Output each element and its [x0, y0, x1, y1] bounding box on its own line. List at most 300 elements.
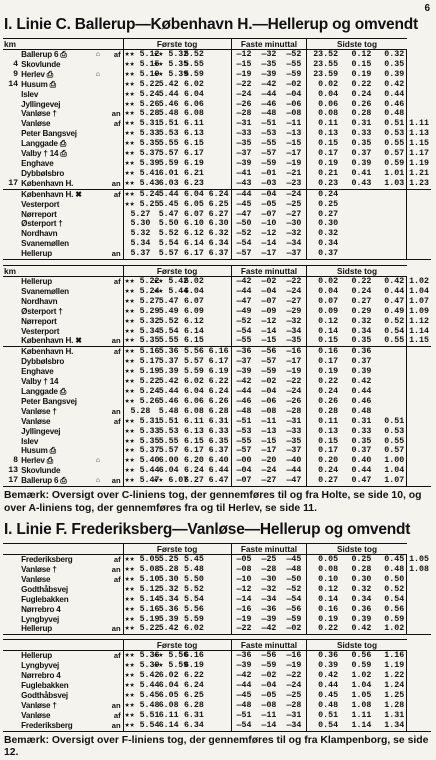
fixed-minutes-header: Faste minuttal	[231, 266, 307, 277]
first-train-time: 6.31	[183, 710, 204, 720]
last-train-time: 0.36	[351, 604, 372, 614]
fixed-minute: —42	[231, 671, 256, 681]
last-train-time: 0.16	[307, 347, 340, 357]
first-train-time	[206, 336, 231, 346]
fixed-minute: —06	[261, 396, 277, 406]
first-train-time: 5.47	[158, 209, 179, 219]
fixed-minute: —59	[286, 69, 302, 79]
last-train-time	[407, 701, 431, 711]
first-train-time: ★★ 5.26	[124, 396, 160, 406]
table-row	[3, 466, 431, 476]
fixed-minute: —04	[261, 387, 277, 396]
arr-dep-label	[105, 90, 123, 100]
last-train-time: 0.51	[384, 119, 405, 129]
first-train-time: 6.19	[183, 661, 204, 671]
arr-dep-label	[105, 149, 123, 159]
fixed-minute: —52	[286, 50, 302, 59]
first-train-time: 5.49	[158, 306, 179, 316]
table-row	[3, 129, 431, 139]
station-mark	[91, 387, 105, 397]
fixed-minute: —19	[286, 661, 302, 671]
station-name: Lyngbyvej	[21, 614, 60, 624]
table-row	[3, 377, 431, 387]
first-train-time: ★★ 5.40	[124, 456, 160, 466]
station-mark	[91, 80, 105, 90]
arr-dep-label	[105, 671, 123, 681]
station-mark	[91, 565, 105, 575]
last-train-time: 0.13	[307, 427, 340, 437]
last-train-time: 0.44	[384, 286, 405, 296]
first-train-time: 5.44	[158, 89, 179, 99]
km-cell	[3, 624, 20, 634]
fixed-minute: —07	[231, 476, 256, 486]
last-train-time: 0.42	[384, 277, 405, 287]
table-row	[3, 219, 431, 229]
fixed-minute: —00	[231, 456, 256, 466]
station-mark	[91, 575, 105, 585]
arr-dep-label	[105, 691, 123, 701]
first-train-time: 5.57	[158, 446, 179, 456]
km-cell: 13	[8, 466, 19, 476]
km-cell: 14	[8, 79, 19, 89]
arr-dep-label: af	[113, 277, 121, 287]
table-row	[3, 287, 431, 297]
last-train-time	[407, 387, 431, 397]
first-train-time: ★★ 5.22	[124, 79, 160, 89]
last-train-time: 0.35	[384, 59, 405, 69]
last-train-time: 0.43	[351, 178, 372, 188]
last-train-time: 1.00	[384, 456, 405, 466]
last-train-time: 1.15	[407, 139, 431, 149]
last-train-time: 0.52	[384, 584, 405, 594]
station-mark	[91, 437, 105, 447]
first-train-time: 5.50	[158, 219, 179, 229]
table-row	[3, 189, 431, 199]
station-mark	[91, 327, 105, 337]
station-name: Vesterport	[21, 326, 60, 336]
last-train-header: Sidste tog	[307, 544, 407, 555]
last-train-time: 0.11	[307, 417, 340, 427]
fixed-minute: —39	[231, 159, 256, 169]
station-name: Valby † 14	[21, 377, 59, 387]
first-train-time: 5.46	[158, 396, 179, 406]
station-name: Fuglebakken	[21, 594, 69, 604]
timetable-linie-f-return	[3, 639, 431, 731]
first-train-time: 5.54	[183, 594, 204, 604]
km-cell	[3, 367, 20, 377]
station-mark	[91, 307, 105, 317]
fixed-minute: —27	[286, 209, 302, 219]
last-train-time: 0.54	[384, 326, 405, 336]
first-train-time: 6.44	[208, 466, 229, 476]
fixed-minute: —03	[261, 178, 277, 188]
fixed-minute: —51	[231, 711, 256, 721]
last-train-time	[407, 407, 431, 417]
first-train-time: ★★ 5.19	[124, 614, 160, 624]
fixed-minute: —27	[286, 296, 302, 306]
km-header: km	[3, 266, 20, 277]
fixed-minute: —41	[231, 169, 256, 179]
first-train-time: 5.42	[158, 377, 179, 387]
first-train-time: ★★ 5.10	[124, 574, 160, 584]
last-train-time	[373, 219, 406, 229]
table-row	[3, 681, 431, 691]
fixed-minute: —22	[286, 277, 302, 287]
last-train-time: 1.02	[407, 277, 431, 287]
last-train-time: 0.30	[307, 219, 340, 229]
first-train-time: 5.53	[158, 129, 179, 139]
fixed-minute: —40	[286, 456, 302, 466]
last-train-time	[373, 367, 406, 377]
first-train-time: 6.26	[208, 396, 229, 406]
fixed-minute: —57	[261, 149, 277, 159]
fixed-minute: —48	[231, 701, 256, 711]
first-train-time: 5.50	[183, 574, 204, 584]
first-train-time: 6.02	[158, 671, 179, 681]
fixed-minute: —34	[286, 326, 302, 336]
last-train-time: 0.24	[307, 466, 340, 476]
last-train-time	[407, 60, 431, 70]
fixed-minute: —01	[261, 168, 277, 178]
last-train-time: 1.14	[407, 327, 431, 337]
last-train-time	[407, 437, 431, 447]
first-train-time: 6.32	[208, 229, 229, 239]
first-train-time: 5.42	[152, 624, 180, 634]
table-row	[3, 169, 431, 179]
last-train-time	[407, 229, 431, 239]
fixed-minute: —33	[231, 129, 256, 139]
first-train-time	[206, 555, 231, 565]
fixed-minute: —19	[286, 158, 302, 168]
first-train-time: 6.33	[208, 426, 229, 436]
first-train-time	[206, 327, 231, 337]
km-cell	[3, 615, 20, 625]
fixed-minute: —45	[286, 555, 302, 565]
table-row	[3, 397, 431, 407]
table-row	[3, 317, 431, 327]
first-train-time: ★★ 5.35	[124, 436, 160, 446]
last-train-time: 0.15	[351, 59, 372, 69]
fixed-minute: —30	[261, 574, 277, 584]
station-mark	[91, 701, 105, 711]
last-train-time: 0.45	[384, 555, 405, 565]
first-train-time: 6.15	[183, 336, 204, 346]
last-train-time: 0.42	[384, 79, 405, 89]
first-train-time: 5.51	[158, 119, 179, 129]
last-train-time	[373, 387, 406, 397]
last-train-time: 0.45	[307, 691, 340, 701]
table-row	[3, 119, 431, 129]
km-header	[3, 640, 20, 651]
first-train-time: 6.37	[206, 249, 231, 259]
last-train-time: 1.04	[407, 287, 431, 297]
first-train-time: 5.25	[158, 555, 179, 565]
arr-dep-label: af	[113, 416, 121, 426]
fixed-minute: —52	[286, 584, 302, 594]
arr-dep-label	[105, 139, 123, 149]
last-train-time: 0.24	[351, 89, 372, 99]
arr-dep-label	[105, 437, 123, 447]
table-row	[3, 70, 431, 80]
station-mark	[91, 109, 105, 119]
first-train-time: 6.31	[208, 416, 229, 426]
first-train-time: 6.24	[183, 466, 204, 476]
first-train-time: 6.17	[183, 149, 204, 159]
first-train-time: 5.48	[158, 109, 179, 119]
arr-dep-label	[105, 367, 123, 377]
first-train-time: 5.55	[183, 59, 204, 69]
fixed-minute: —34	[282, 721, 307, 731]
arr-dep-label	[105, 605, 123, 615]
first-train-time	[206, 691, 231, 701]
table-row	[3, 229, 431, 239]
first-train-time	[206, 80, 231, 90]
fixed-minute: —25	[286, 199, 302, 209]
first-train-time: ★★ 5.26	[124, 99, 160, 109]
fixed-minute: —55	[231, 336, 256, 346]
last-train-time: 1.21	[407, 169, 431, 179]
first-train-time: ★★ 5.22	[124, 277, 160, 287]
station-mark	[91, 159, 105, 169]
first-train-time	[206, 100, 231, 110]
first-train-time	[206, 575, 231, 585]
first-train-time: ★★ 5.24	[124, 89, 160, 99]
fixed-minute: —32	[286, 229, 302, 239]
station-mark	[91, 585, 105, 595]
km-cell	[3, 387, 20, 397]
first-train-time: ★★ 5.31	[124, 119, 160, 129]
first-train-time: 6.11	[158, 710, 179, 720]
last-train-time: 0.31	[351, 119, 372, 129]
station-name: Svanemøllen	[21, 239, 69, 249]
fixed-minute: —06	[286, 99, 302, 109]
first-train-time	[206, 90, 231, 100]
last-train-time: 0.12	[351, 50, 372, 59]
first-train-time: 5.54	[158, 239, 179, 249]
first-train-time	[206, 179, 231, 189]
last-train-time: 0.57	[384, 149, 405, 159]
first-train-time	[206, 50, 231, 60]
table-row	[3, 50, 431, 60]
km-cell	[3, 427, 20, 437]
fixed-minute: —42	[231, 277, 256, 287]
fixed-minute: —27	[256, 476, 281, 486]
fixed-minute: —54	[231, 721, 256, 731]
fixed-minute: —22	[286, 671, 302, 681]
timetable-linie-c	[3, 38, 431, 260]
last-train-time: 0.13	[307, 129, 340, 139]
first-train-time: 6.13	[183, 426, 204, 436]
last-train-time: 1.22	[384, 671, 405, 681]
fixed-minute: —19	[231, 615, 256, 625]
station-name: Nørreport	[21, 316, 57, 326]
first-train-time: ★★ 6.07	[153, 476, 189, 486]
fixed-minute: —02	[261, 671, 277, 681]
last-train-time	[373, 347, 406, 357]
table-row	[3, 407, 431, 417]
station-mark	[91, 287, 105, 297]
first-train-time: 5.27	[123, 210, 152, 220]
arr-dep-label	[105, 70, 123, 80]
fixed-minute: —05	[261, 199, 277, 209]
first-train-time: ★★ 5.42	[153, 277, 189, 287]
fixed-minute: —16	[286, 651, 302, 661]
fixed-minute: —12	[231, 50, 256, 60]
last-train-time: 1.15	[407, 336, 431, 346]
last-train-time	[407, 456, 431, 466]
first-train-time	[206, 317, 231, 327]
station-mark	[91, 681, 105, 691]
last-train-time	[340, 249, 373, 259]
table-row	[3, 691, 431, 701]
fixed-minute: —08	[261, 700, 277, 710]
last-train-time	[407, 466, 431, 476]
first-train-header: Første tog	[123, 266, 231, 277]
fixed-minute: —15	[231, 60, 256, 70]
station-mark	[91, 367, 105, 377]
last-train-time: 0.39	[307, 661, 340, 671]
last-train-time	[407, 681, 431, 691]
first-train-time: 6.23	[183, 178, 204, 188]
section-title-linie-c: I. Linie C. Ballerup—København H.—Hellerup og omvendt	[4, 16, 418, 33]
last-train-time: 0.20	[307, 456, 340, 466]
last-train-time	[373, 210, 406, 220]
first-train-time: 5.47	[158, 296, 179, 306]
last-train-time: 1.11	[407, 119, 431, 129]
first-train-time: 6.24	[206, 189, 231, 199]
fixed-minute: —30	[286, 219, 302, 229]
arr-dep-label: an	[111, 700, 121, 710]
first-train-time: ★★ 5.34	[124, 326, 160, 336]
last-train-time: 0.04	[307, 90, 340, 100]
last-train-time: 0.25	[351, 555, 372, 565]
first-train-time: 6.01	[158, 168, 179, 178]
arr-dep-label: af	[113, 651, 121, 661]
first-train-time: 5.52	[158, 229, 179, 239]
first-train-time	[206, 159, 231, 169]
first-train-time: 6.19	[183, 158, 204, 168]
first-train-time: ★★ 5.37	[124, 149, 160, 159]
table-row	[3, 456, 431, 466]
first-train-time	[206, 149, 231, 159]
fixed-minute: —09	[261, 306, 277, 316]
first-train-time: 6.17	[181, 249, 206, 259]
last-train-time: 0.08	[307, 565, 340, 575]
fixed-minute: —59	[261, 158, 277, 168]
first-train-time	[206, 287, 231, 297]
last-train-time: 0.12	[307, 317, 340, 327]
last-train-time: 1.08	[407, 565, 431, 575]
km-cell	[3, 575, 20, 585]
arr-dep-label	[105, 307, 123, 317]
last-train-time: 0.46	[351, 396, 372, 406]
last-train-time: 0.48	[307, 701, 340, 711]
fixed-minute: —48	[261, 109, 277, 119]
first-train-time: 5.52	[158, 316, 179, 326]
fixed-minute: —59	[261, 367, 277, 377]
last-train-time	[407, 671, 431, 681]
km-cell	[3, 307, 20, 317]
first-train-time: 6.02	[183, 79, 204, 89]
station-name: Enghave	[21, 158, 54, 168]
station-name: København H.	[21, 178, 74, 188]
first-train-time: ★★ 5.35	[124, 139, 160, 149]
first-train-time	[206, 721, 231, 731]
arr-dep-label	[105, 615, 123, 625]
first-train-time: 6.20	[183, 456, 204, 466]
last-train-time: 23.55	[307, 60, 340, 70]
last-train-time: 0.05	[307, 555, 340, 565]
last-train-time: 0.34	[351, 594, 372, 604]
station-mark	[91, 651, 105, 661]
last-train-time: 0.39	[351, 158, 372, 168]
station-name: København H. ✖	[21, 336, 82, 346]
fixed-minute: —14	[261, 326, 277, 336]
last-train-time: 0.44	[384, 89, 405, 99]
km-cell	[3, 701, 20, 711]
last-train-time: 0.15	[307, 437, 340, 447]
station-mark	[91, 377, 105, 387]
station-name: Frederiksberg	[21, 555, 73, 565]
last-train-time: 1.14	[340, 721, 373, 731]
station-header	[20, 266, 123, 277]
fixed-minute: —37	[231, 357, 256, 367]
arr-dep-label	[105, 585, 123, 595]
table-row	[3, 711, 431, 721]
timetable-linie-f	[3, 543, 431, 635]
station-name: Langgade ⎙	[21, 139, 67, 149]
km-cell	[3, 377, 20, 387]
last-train-time: 0.09	[307, 307, 340, 317]
last-train-time: 0.27	[307, 210, 340, 220]
first-train-time: 5.34	[123, 239, 152, 249]
station-name: Dybbølsbro	[21, 357, 65, 367]
last-train-time: 0.39	[384, 69, 405, 79]
arr-dep-label	[105, 357, 123, 367]
km-cell	[3, 397, 20, 407]
arr-dep-label	[105, 229, 123, 239]
station-mark	[91, 671, 105, 681]
last-train-time: 0.55	[384, 139, 405, 149]
arr-dep-label	[105, 446, 123, 456]
last-train-time: 0.50	[384, 574, 405, 584]
first-train-time: 6.16	[183, 651, 204, 661]
station-name: Islev	[21, 436, 39, 446]
fixed-minute: —39	[231, 661, 256, 671]
table-row	[3, 179, 431, 189]
table-row	[3, 701, 431, 711]
last-train-time	[407, 417, 431, 427]
last-train-time: 0.22	[351, 79, 372, 89]
first-train-time: 5.37	[158, 357, 179, 367]
last-train-time	[407, 239, 431, 249]
station-mark	[91, 595, 105, 605]
last-train-time: 0.32	[351, 584, 372, 594]
first-train-time: ★★ 5.44	[124, 681, 160, 691]
station-name: Herlev ⎙	[21, 69, 54, 79]
fixed-minute: —52	[231, 229, 256, 239]
table-header-row	[3, 544, 431, 555]
arr-dep-label	[105, 210, 123, 220]
fixed-minute: —26	[231, 100, 256, 110]
fixed-minute: —54	[231, 239, 256, 249]
km-cell: 9	[13, 69, 19, 79]
last-train-time: 0.26	[351, 99, 372, 109]
last-train-time: 0.59	[351, 661, 372, 671]
arr-dep-label	[105, 427, 123, 437]
km-header	[3, 544, 20, 555]
first-train-time: ★★ 5.19	[124, 69, 160, 79]
